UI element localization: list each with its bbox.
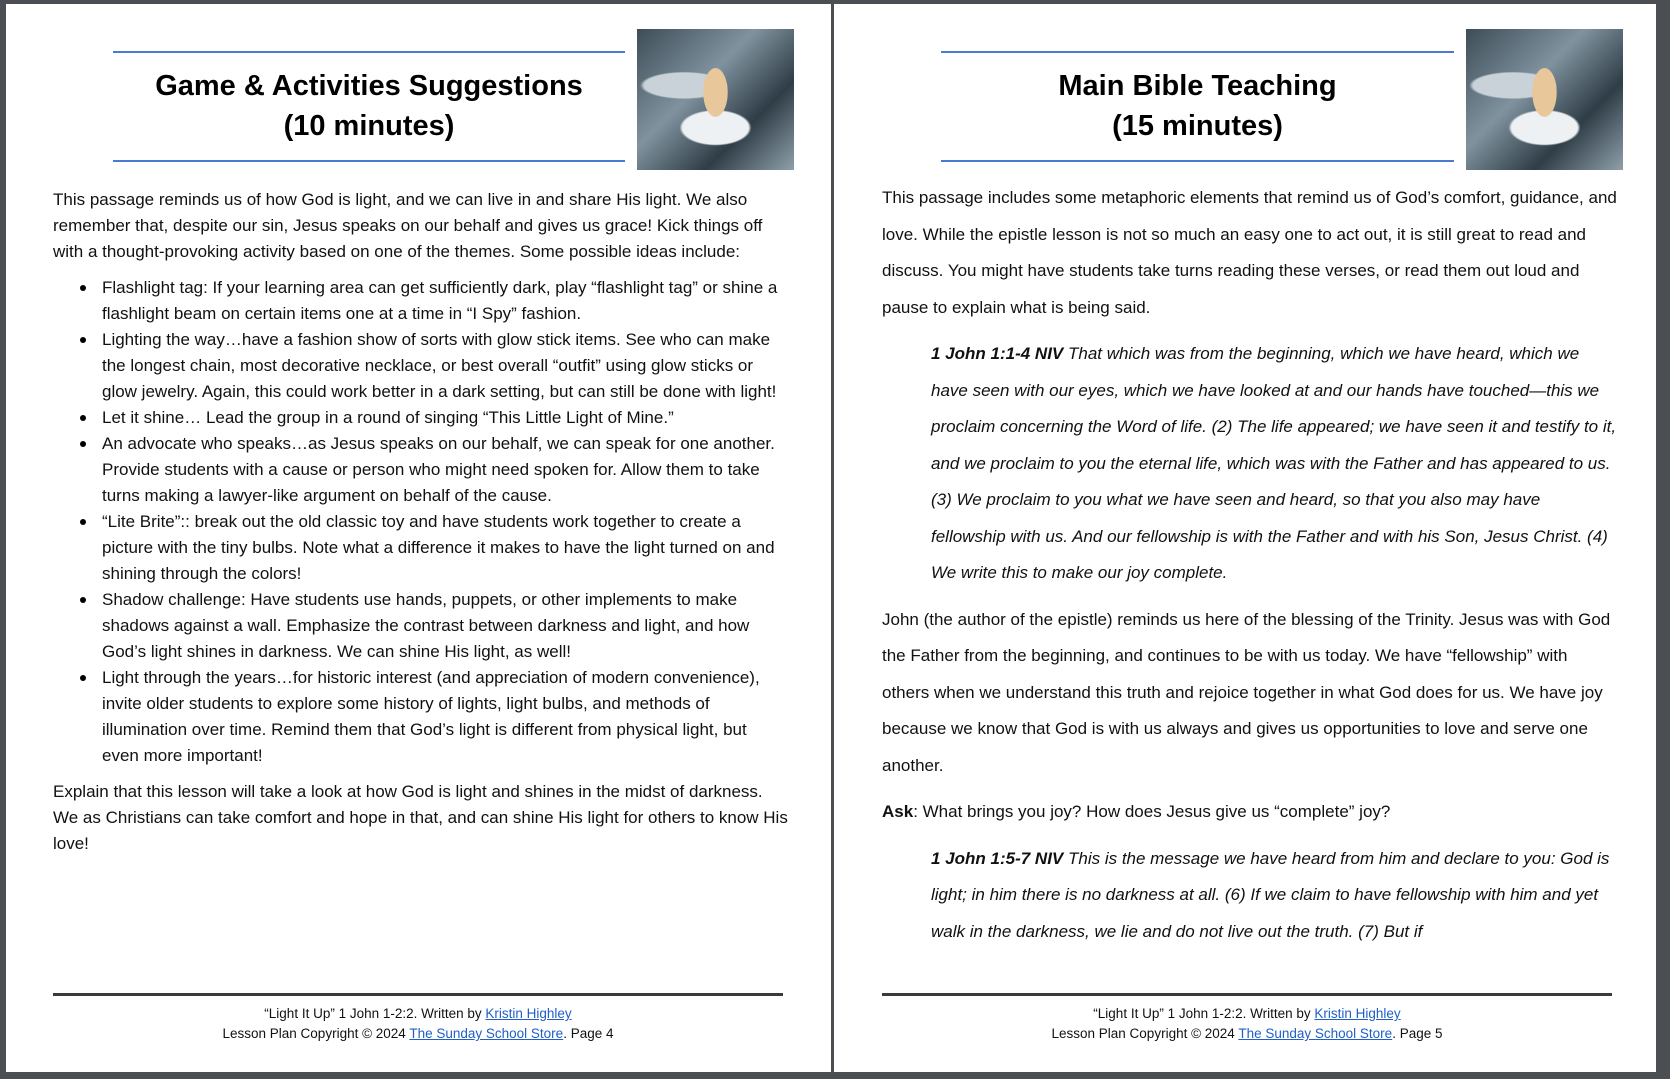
list-item: Lighting the way…have a fashion show of sorts with glow stick items. See who can make the longest chain, most decorative necklace, or best overall “outfit” using glow sticks or glow jewelry. Again, this could work better in a dark setting, but can still be done with light! bbox=[53, 327, 788, 405]
page-body bbox=[882, 180, 1617, 990]
ask-label: Ask bbox=[882, 802, 914, 821]
page-title bbox=[941, 66, 1454, 146]
footer-rule bbox=[53, 993, 783, 996]
footer-credit: “Light It Up” 1 John 1-2:2. Written by bbox=[1093, 1006, 1315, 1021]
author-link[interactable]: Kristin Highley bbox=[485, 1006, 572, 1021]
title-line-1: Game & Activities Suggestions bbox=[155, 70, 583, 102]
verse-1-john-1-5-7 bbox=[882, 841, 1617, 951]
jesus-illustration bbox=[637, 29, 794, 170]
footer-copyright: Lesson Plan Copyright © 2024 bbox=[1051, 1026, 1239, 1041]
title-line-2: (15 minutes) bbox=[1112, 110, 1283, 142]
page-number: . Page 5 bbox=[1392, 1026, 1443, 1041]
intro-paragraph: This passage includes some metaphoric elements that remind us of God’s comfort, guidance, and love. While the epistle lesson is not so much an easy one to act out, it is still great to read and discuss. You might have students take turns reading these verses, or read them out loud and pause to explain what is being said. bbox=[882, 188, 1617, 317]
verse-1-john-1-1-4 bbox=[882, 336, 1617, 592]
header-rule-bottom bbox=[941, 160, 1454, 162]
author-link[interactable]: Kristin Highley bbox=[1314, 1006, 1401, 1021]
title-line-2: (10 minutes) bbox=[283, 110, 455, 142]
header-rule-top bbox=[941, 51, 1454, 53]
title-line-1: Main Bible Teaching bbox=[1058, 70, 1337, 102]
footer-copyright: Lesson Plan Copyright © 2024 bbox=[222, 1026, 410, 1041]
footer-rule bbox=[882, 993, 1612, 996]
list-item: Flashlight tag: If your learning area can get sufficiently dark, play “flashlight tag” or shine a flashlight beam on certain items one at a time in “I Spy” fashion. bbox=[53, 275, 788, 327]
ideas-list bbox=[53, 275, 788, 769]
explanation-paragraph: John (the author of the epistle) reminds us here of the blessing of the Trinity. Jesus was with God the Father from the beginning, and continues to be with us today. We have “fellowship” with others when we understand this truth and rejoice together in what God does for us. We have joy because we know that God is with us always and gives us opportunities to love and serve one another. bbox=[882, 609, 1611, 775]
footer-credit: “Light It Up” 1 John 1-2:2. Written by bbox=[264, 1006, 486, 1021]
list-item: Let it shine… Lead the group in a round of singing “This Little Light of Mine.” bbox=[53, 405, 788, 431]
verse-reference bbox=[931, 849, 1063, 868]
header-rule-bottom bbox=[113, 160, 625, 162]
footer bbox=[882, 1004, 1612, 1044]
verse-ref-text: 1 John 1:1-4 NIV bbox=[931, 344, 1064, 363]
verse-ref-text: 1 John 1:5-7 NIV bbox=[931, 848, 1064, 868]
closing-paragraph: Explain that this lesson will take a look at how God is light and shines in the midst of darkness. We as Christians can take comfort and hope in that, and can shine His light for others to know His love! bbox=[53, 782, 788, 853]
footer bbox=[53, 1004, 783, 1044]
verse-reference bbox=[931, 344, 1063, 363]
verse-text: That which was from the beginning, which we have heard, which we have seen with our eyes, which we have looked at and our hands have touched—this we proclaim concerning the Word of life. (2) The life appeared; we have seen it and testify to it, and we proclaim to you the eternal life, which was with the Father and has appeared to us. (3) We proclaim to you what we have seen and heard, so that you also may have fellowship with us. And our fellowship is with the Father and with his Son, Jesus Christ. (4) We write this to make our joy complete. bbox=[931, 344, 1617, 582]
header-rule-top bbox=[113, 51, 625, 53]
list-item: Light through the years…for historic interest (and appreciation of modern convenience), invite older students to explore some history of lights, light bulbs, and methods of illumination over time. Remind them that God’s light is different from physical light, but even more important! bbox=[53, 665, 788, 769]
list-item: Shadow challenge: Have students use hands, puppets, or other implements to make shadows against a wall. Emphasize the contrast between darkness and light, and how God’s light shines in darkness. We can shine His light, as well! bbox=[53, 587, 788, 665]
ask-prompt bbox=[882, 794, 1617, 831]
page-title bbox=[113, 66, 625, 146]
page-body bbox=[53, 187, 788, 857]
page-number: . Page 4 bbox=[563, 1026, 614, 1041]
store-link[interactable]: The Sunday School Store bbox=[409, 1026, 564, 1041]
verse-text: This is the message we have heard from him and declare to you: God is light; in him there is no darkness at all. (6) If we claim to have fellowship with him and yet walk in the darkness, we lie and do not live out the truth. (7) But if bbox=[931, 848, 1610, 941]
jesus-illustration bbox=[1466, 29, 1623, 170]
page-4 bbox=[6, 4, 831, 1072]
list-item: “Lite Brite”:: break out the old classic toy and have students work together to create a picture with the tiny bulbs. Note what a difference it makes to have the light turned on and shining through the colors! bbox=[53, 509, 788, 587]
page-5 bbox=[834, 4, 1656, 1072]
intro-paragraph: This passage reminds us of how God is light, and we can live in and share His light. We also remember that, despite our sin, Jesus speaks on our behalf and gives us grace! Kick things off with a thought-provoking activity based on one of the themes. Some possible ideas include: bbox=[53, 190, 763, 261]
ask-text: : What brings you joy? How does Jesus give us “complete” joy? bbox=[913, 802, 1391, 821]
store-link[interactable]: The Sunday School Store bbox=[1238, 1026, 1393, 1041]
list-item: An advocate who speaks…as Jesus speaks on our behalf, we can speak for one another. Provide students with a cause or person who might need spoken for. Allow them to take turns making a lawyer-like argument on behalf of the cause. bbox=[53, 431, 788, 509]
